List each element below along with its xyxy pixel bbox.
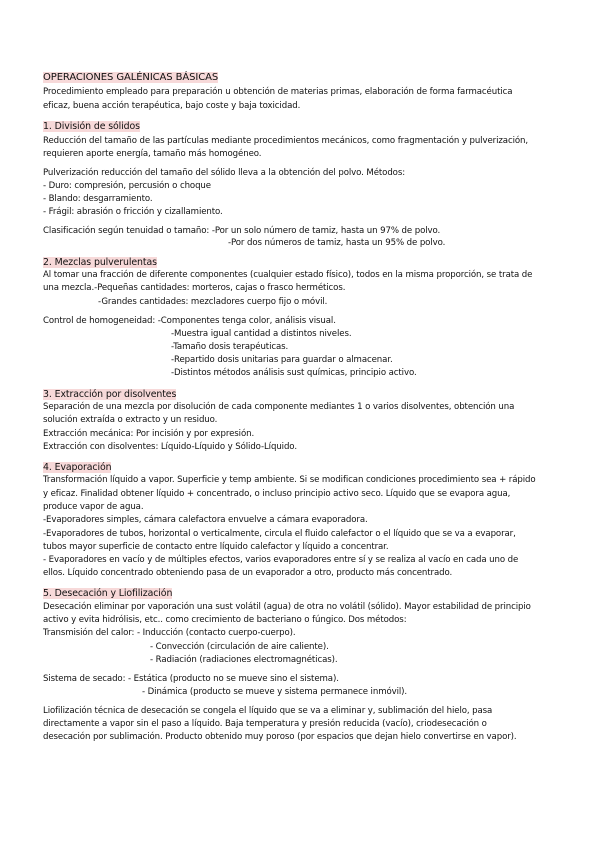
paragraph-line: Transmisión del calor: - Inducción (contacto cuerpo-cuerpo). (43, 628, 296, 638)
paragraph-line: Liofilización técnica de desecación se congela el líquido que se va a eliminar y, sublimación del hielo, pasa (43, 706, 493, 716)
list-item: - Dinámica (producto se mueve y sistema permanece inmóvil). (142, 687, 408, 697)
section-heading: 3. Extracción por disolventes (43, 389, 177, 400)
paragraph-line: Clasificación según tenuidad o tamaño: -Por un solo número de tamiz, hasta un 97% de polvo. (43, 226, 441, 236)
section-heading: 4. Evaporación (43, 462, 112, 473)
paragraph-line: Transformación líquido a vapor. Superficie y temp ambiente. Si se modifican condiciones procedimiento sea + rápido (43, 475, 536, 485)
list-item: -Repartido dosis unitarias para guardar o almacenar. (171, 355, 393, 365)
paragraph-line: ellos. Líquido concentrado obteniendo pasa de un evaporador a otro, producto más concentrado. (43, 568, 453, 578)
paragraph-line: Control de homogeneidad: -Componentes tenga color, análisis visual. (43, 316, 336, 326)
paragraph-line: una mezcla.-Pequeñas cantidades: morteros, cajas o frasco herméticos. (43, 283, 346, 293)
list-item: - Frágil: abrasión o fricción y cizallamiento. (43, 207, 223, 217)
list-item: -Tamaño dosis terapéuticas. (171, 342, 289, 352)
list-item: -Evaporadores simples, cámara calefactora envuelve a cámara evaporadora. (43, 515, 368, 525)
list-item: - Radiación (radiaciones electromagnéticas). (150, 655, 338, 665)
section-heading: 2. Mezclas pulverulentas (43, 257, 157, 268)
paragraph-line: y eficaz. Finalidad obtener líquido + concentrado, o incluso principio activo seco. Líquido que se evapora agua, (43, 489, 511, 499)
list-item: - Blando: desgarramiento. (43, 194, 153, 204)
list-item: - Convección (circulación de aire caliente). (150, 642, 329, 652)
paragraph-line: Extracción mecánica: Por incisión y por expresión. (43, 429, 255, 439)
paragraph-line: Sistema de secado: - Estática (producto no se mueve sino el sistema). (43, 674, 339, 684)
paragraph-line: Pulverización reducción del tamaño del sólido lleva a la obtención del polvo. Métodos: (43, 168, 406, 178)
paragraph-line: tubos mayor superficie de contacto entre líquido calefactor y líquido a concentrar. (43, 542, 389, 552)
section-heading: 5. Desecación y Liofilización (43, 588, 173, 599)
paragraph-line: Separación de una mezcla por disolución de cada componente mediantes 1 o varios disolventes, obtención una (43, 402, 515, 412)
list-item: - Evaporadores en vacío y de múltiples efectos, varios evaporadores entre sí y se realiza al vacío en cada uno de (43, 555, 519, 565)
page-title: OPERACIONES GALÉNICAS BÁSICAS (43, 72, 219, 83)
paragraph-line: activo y evita hidrólisis, etc.. como crecimiento de bacteriano o fúngico. Dos métodos: (43, 615, 407, 625)
paragraph-line: Desecación eliminar por vaporación una sust volátil (agua) de otra no volátil (sólido). Mayor estabilidad de principio (43, 602, 531, 612)
paragraph-line: directamente a vapor sin el paso a líquido. Baja temperatura y presión reducida (vacío), criodesecación o (43, 719, 487, 729)
paragraph-line: produce vapor de agua. (43, 502, 144, 512)
list-item: - Duro: compresión, percusión o choque (43, 181, 211, 191)
paragraph-line: requieren aporte energía, tamaño más homogéneo. (43, 149, 262, 159)
list-item: -Distintos métodos análisis sust químicas, principio activo. (171, 368, 417, 378)
list-item: -Evaporadores de tubos, horizontal o verticalmente, circula el fluido calefactor o el líquido que se va a evaporar, (43, 529, 516, 539)
paragraph-line: -Grandes cantidades: mezcladores cuerpo fijo o móvil. (98, 297, 328, 307)
paragraph-line: Extracción con disolventes: Líquido-Líquido y Sólido-Líquido. (43, 442, 297, 452)
intro-line: Procedimiento empleado para preparación u obtención de materias primas, elaboración de forma farmacéutica (43, 87, 513, 97)
paragraph-line: desecación por sublimación. Producto obtenido muy poroso (por espacios que dejan hielo convertirse en vapor). (43, 732, 517, 742)
paragraph-line: solución extraída o extracto y un residuo. (43, 415, 218, 425)
paragraph-line: Al tomar una fracción de diferente componentes (cualquier estado físico), todos en la misma proporción, se trata de (43, 270, 533, 280)
paragraph-line: -Por dos números de tamiz, hasta un 95% de polvo. (228, 238, 446, 248)
section-heading: 1. División de sólidos (43, 121, 140, 132)
paragraph-line: Reducción del tamaño de las partículas mediante procedimientos mecánicos, como fragmentación y pulverización, (43, 136, 528, 146)
intro-line: eficaz, buena acción terapéutica, bajo coste y baja toxicidad. (43, 101, 301, 111)
list-item: -Muestra igual cantidad a distintos niveles. (171, 329, 352, 339)
